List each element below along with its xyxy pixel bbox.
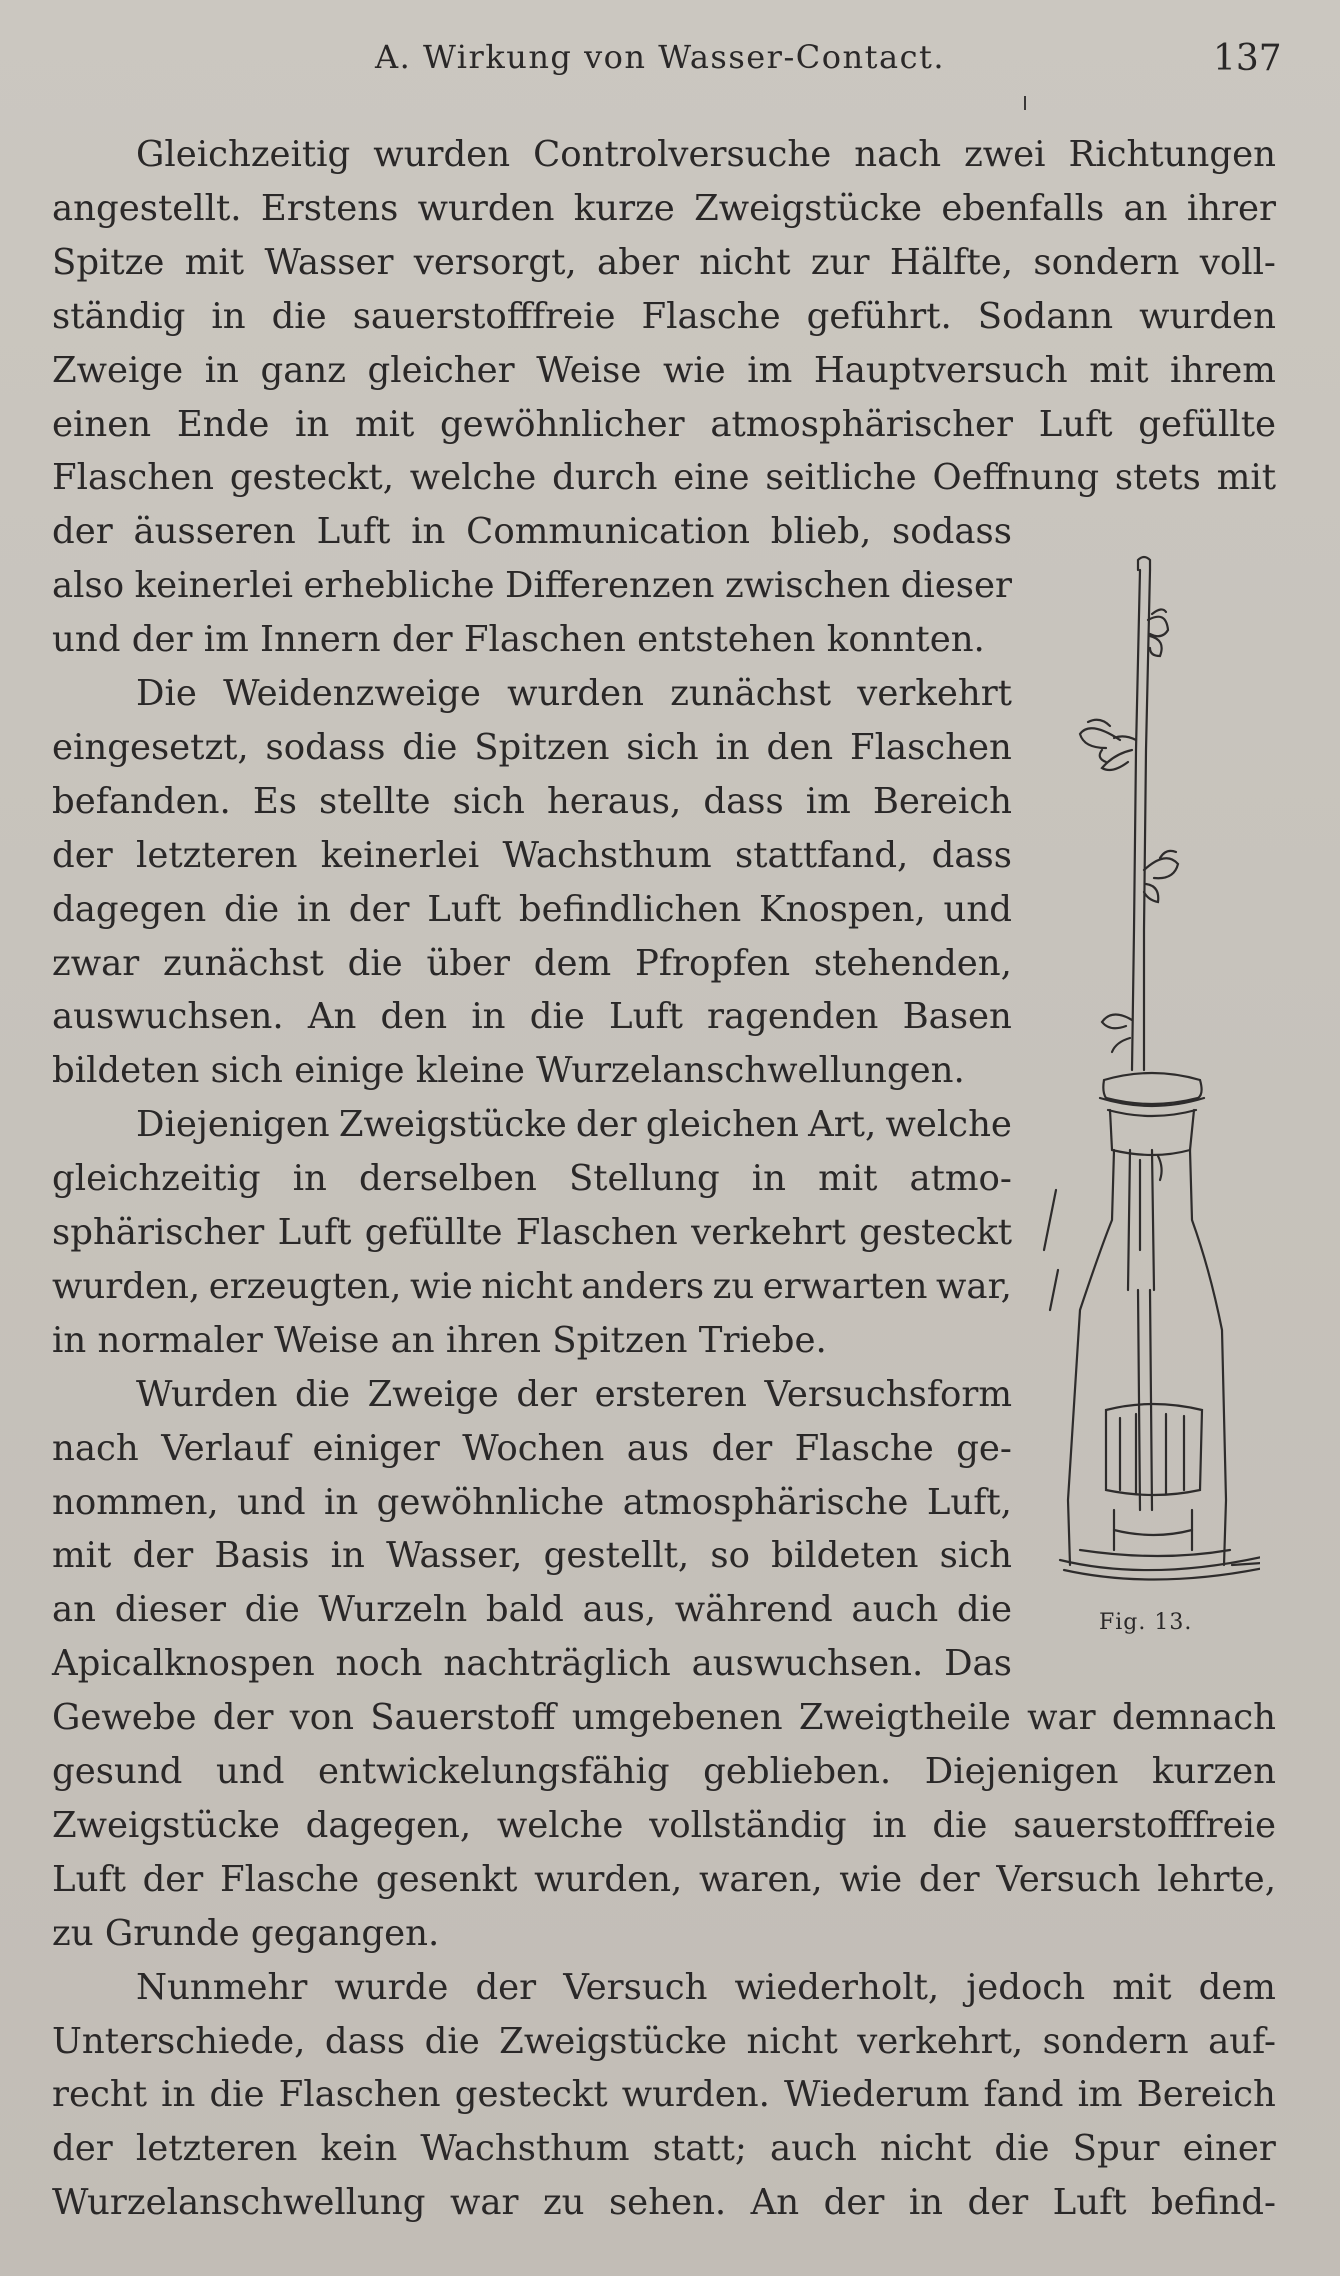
text-line: der letzteren keinerlei Wachsthum stattfand, dass: [52, 834, 1012, 876]
text-line: recht in die Flaschen gesteckt wurden. Wiederum fand im Bereich: [52, 2074, 1276, 2116]
text-line: der äusseren Luft in Communication blieb, sodass: [52, 511, 1012, 553]
text-line: der letzteren kein Wachsthum statt; auch nicht die Spur einer: [52, 2128, 1276, 2170]
running-header: [0, 38, 1340, 88]
printer-mark: [1024, 96, 1026, 110]
text-line: nommen, und in gewöhnliche atmosphärische Luft,: [52, 1481, 1012, 1523]
text-line: gesund und entwickelungsfähig geblieben. Diejenigen kurzen: [52, 1751, 1276, 1792]
text-line: einen Ende in mit gewöhnlicher atmosphärischer Luft gefüllte: [52, 403, 1276, 445]
text-line: mit der Basis in Wasser, gestellt, so bildeten sich: [52, 1535, 1012, 1577]
text-line: Zweigstücke dagegen, welche vollständig in die sauerstofffreie: [52, 1804, 1276, 1846]
text-line: Die Weidenzweige wurden zunächst verkehrt: [136, 673, 1012, 714]
text-line: gleichzeitig in derselben Stellung in mit atmo-: [52, 1158, 1012, 1200]
text-line: auswuchsen. An den in die Luft ragenden Basen: [52, 996, 1012, 1038]
text-line: eingesetzt, sodass die Spitzen sich in den Flaschen: [52, 726, 1012, 768]
text-line: befanden. Es stellte sich heraus, dass im Bereich: [52, 780, 1012, 822]
text-line: Gewebe der von Sauerstoff umgebenen Zweigtheile war demnach: [52, 1697, 1276, 1739]
text-line: Flaschen gesteckt, welche durch eine seitliche Oeffnung stets mit: [52, 457, 1276, 499]
running-title: A. Wirkung von Wasser-Contact.: [375, 38, 946, 76]
text-line: also keinerlei erhebliche Differenzen zwischen dieser: [52, 565, 1012, 607]
text-line: sphärischer Luft gefüllte Flaschen verkehrt gesteckt: [52, 1212, 1012, 1253]
text-line: ständig in die sauerstofffreie Flasche geführt. Sodann wurden: [52, 295, 1276, 337]
figure-caption: Fig. 13.: [1099, 1610, 1193, 1635]
text-line: zu Grunde gegangen.: [52, 1912, 440, 1954]
text-line: Wurden die Zweige der ersteren Versuchsform: [136, 1373, 1012, 1415]
text-line: angestellt. Erstens wurden kurze Zweigstücke ebenfalls an ihrer: [52, 187, 1276, 229]
page-number: 137: [1213, 38, 1282, 79]
text-line: zwar zunächst die über dem Pfropfen stehenden,: [52, 942, 1012, 984]
text-line: wurden, erzeugten, wie nicht anders zu erwarten war,: [52, 1265, 1012, 1307]
text-line: in normaler Weise an ihren Spitzen Triebe.: [52, 1319, 827, 1361]
bottle-with-willow-twig-icon: [1040, 550, 1260, 1600]
text-line: Spitze mit Wasser versorgt, aber nicht zur Hälfte, sondern voll-: [52, 241, 1276, 283]
text-line: Nunmehr wurde der Versuch wiederholt, jedoch mit dem: [136, 1966, 1276, 2008]
text-line: an dieser die Wurzeln bald aus, während auch die: [52, 1589, 1012, 1631]
text-line: bildeten sich einige kleine Wurzelanschwellungen.: [52, 1050, 965, 1092]
text-line: Wurzelanschwellung war zu sehen. An der in der Luft befind-: [52, 2182, 1276, 2224]
text-line: Gleichzeitig wurden Controlversuche nach zwei Richtungen: [136, 134, 1276, 175]
text-line: Unterschiede, dass die Zweigstücke nicht verkehrt, sondern auf-: [52, 2020, 1276, 2062]
text-line: Apicalknospen noch nachträglich auswuchsen. Das: [52, 1643, 1012, 1685]
figure-13: [1040, 550, 1260, 1600]
text-line: dagegen die in der Luft befindlichen Knospen, und: [52, 888, 1012, 930]
text-line: und der im Innern der Flaschen entstehen konnten.: [52, 619, 985, 661]
text-line: Luft der Flasche gesenkt wurden, waren, wie der Versuch lehrte,: [52, 1858, 1276, 1900]
text-line: nach Verlauf einiger Wochen aus der Flasche ge-: [52, 1427, 1012, 1469]
text-line: Zweige in ganz gleicher Weise wie im Hauptversuch mit ihrem: [52, 349, 1276, 391]
text-line: Diejenigen Zweigstücke der gleichen Art, welche: [136, 1104, 1012, 1146]
